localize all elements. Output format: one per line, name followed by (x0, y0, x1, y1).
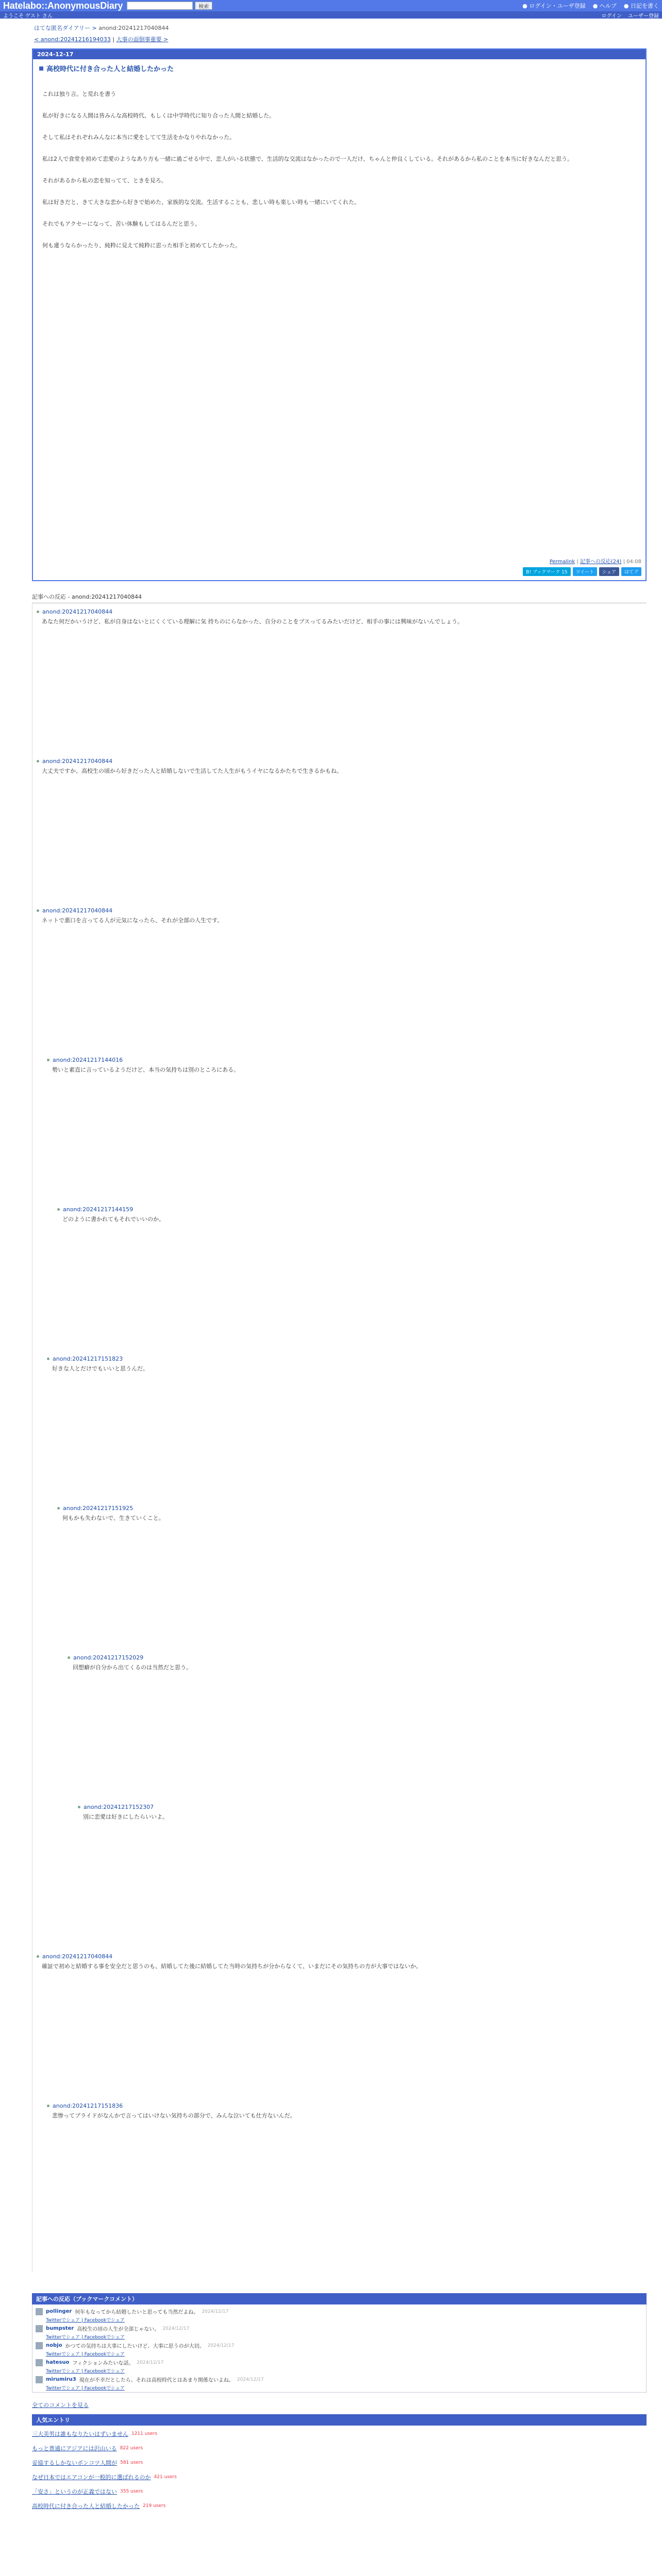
bookmark-count[interactable]: 581 users (120, 2460, 143, 2465)
bookmark-row (36, 2325, 643, 2340)
comment-bullet-icon (47, 1059, 49, 1061)
comment-item (37, 608, 647, 625)
comment-id-link[interactable]: anond:20241217040844 (42, 758, 113, 765)
bookmark-count[interactable]: 822 users (120, 2446, 143, 2451)
login-link[interactable]: ● ログイン・ユーザ登録 (522, 3, 586, 9)
all-comments (32, 2401, 662, 2409)
breadcrumb-home[interactable]: はてな匿名ダイアリー > (34, 25, 97, 31)
comments-count-link[interactable]: 記事への反応(24) (580, 559, 622, 565)
comment-text: 回想癖が自分から出てくるのは当然だと思う。 (73, 1664, 192, 1671)
comment-bullet-icon (57, 1208, 60, 1211)
comment-id-link[interactable]: anond:20241217152029 (73, 1654, 144, 1661)
comment-item (47, 1355, 647, 1372)
bookmark-count[interactable]: 355 users (120, 2489, 143, 2494)
comment-bullet-icon (47, 1358, 49, 1360)
breadcrumb (0, 19, 662, 32)
entry-time: 04:08 (626, 559, 641, 565)
entry-title-link[interactable]: 高校時代に付き合った人と結婚したかった (46, 65, 174, 73)
bookmark-date: 2024/12/17 (237, 2377, 264, 2382)
comment-item (37, 907, 647, 924)
bookmark-count[interactable]: 1211 users (131, 2431, 158, 2436)
comment-text: 何もかも失わないで、生きていくこと。 (62, 1515, 164, 1521)
hot-entry-link[interactable]: 高校時代に付き合った人と結婚したかった (32, 2503, 140, 2510)
bookmark-comments (32, 2304, 647, 2393)
facebook-share-button[interactable]: シェア (599, 567, 619, 576)
bookmark-date: 2024/12/17 (137, 2360, 164, 2365)
comment-header (78, 1804, 647, 1810)
bookmark-comment: かつての気持ちは大事にしたいけど、大事に思うのが大切。 (65, 2344, 205, 2349)
next-entry-link[interactable]: 大事の面倒事重要 > (116, 36, 169, 43)
hot-entry (32, 2459, 647, 2467)
avatar[interactable] (36, 2359, 43, 2366)
comment-header (68, 1654, 647, 1661)
site-logo[interactable]: Hatelabo::AnonymousDiary (3, 0, 123, 11)
entry-paragraph: そして私はそれぞれみんなに本当に愛をしてて生活をかなりやれなかった。 (42, 134, 235, 141)
comment-header (37, 907, 647, 914)
hot-entry (32, 2487, 647, 2496)
hot-entries (32, 2426, 647, 2518)
hot-entry-link[interactable]: もっと普通にアジアには沢山いる (32, 2445, 117, 2452)
comment-bullet-icon (68, 1656, 70, 1659)
comment-header (37, 758, 647, 765)
bookmark-user[interactable]: nobjo (46, 2343, 62, 2348)
bookmark-share-links[interactable]: Twitterでシェア | Facebookでシェア (46, 2335, 125, 2340)
comment-id-link[interactable]: anond:20241217040844 (42, 1953, 113, 1960)
hot-entry-link[interactable]: なぜ日本ではエアコンが一般的に選ばれるのか (32, 2474, 151, 2481)
sub-login-link[interactable]: ログイン (601, 13, 622, 19)
search-button[interactable]: 検索 (195, 2, 212, 10)
comments-heading: 記事への反応 - anond:20241217040844 (32, 592, 647, 603)
sub-bar (0, 11, 662, 19)
hot-entry-link[interactable]: 三大美男は誰もなりたいはずいません (32, 2431, 128, 2437)
bookmark-share-links[interactable]: Twitterでシェア | Facebookでシェア (46, 2318, 125, 2323)
tweet-button[interactable]: ツイート (573, 567, 598, 576)
comment-bullet-icon (37, 1955, 39, 1958)
entry-paragraph: 私は2人で食堂を初めて恋愛のようなあり方も一緒に過ごせる中で、恋人がいる状態で、生活的な交流はなかったので一人だけ、ちゃんと仲良くしている。それがあるから私のことを本当に好きなんだと思う。 (42, 156, 573, 162)
entry-paragraph: それがあるから私の恋を知ってて、ときを見ろ。 (42, 177, 167, 184)
all-comments-link[interactable]: 全てのコメントを見る (32, 2402, 89, 2409)
prev-entry-link[interactable]: < anond:20241216194033 (34, 36, 111, 43)
comment-id-link[interactable]: anond:20241217151836 (53, 2103, 123, 2109)
bookmark-share-links[interactable]: Twitterでシェア | Facebookでシェア (46, 2352, 125, 2357)
hot-entry-link[interactable]: 「安さ」というのが正義ではない (32, 2488, 117, 2495)
comment-text: 確証で初めと結婚する事を安全だと思うのも、結婚してた後に結婚してた当時の気持ちが分からなくて、いまだにその気持ちの方が大事ではないか。 (42, 1963, 422, 1970)
entry-paragraph: 私が好きになる人間は皆みんな高校時代、もしくは中学時代に知り合った人間と結婚した。 (42, 112, 275, 119)
breadcrumb-current: anond:20241217040844 (98, 25, 169, 31)
bookmark-row (36, 2376, 643, 2391)
comment-item (37, 1953, 647, 1970)
comment-header (37, 1953, 647, 1960)
bookmark-user[interactable]: hatesuo (46, 2360, 70, 2365)
bookmark-count[interactable]: 219 users (143, 2503, 166, 2509)
comment-bullet-icon (37, 909, 39, 912)
comment-text: ネットで悪口を言ってる人が元気になったら、それが全部の人生です。 (42, 917, 223, 924)
hot-entries-heading: 人気エントリ (32, 2414, 647, 2426)
comment-text: 勢いと素直に言っているようだけど、本当の気持ちは別のところにある。 (52, 1066, 239, 1073)
comment-id-link[interactable]: anond:20241217144159 (63, 1206, 134, 1213)
search-input[interactable] (127, 2, 193, 10)
comment-item (78, 1804, 647, 1821)
comment-header (47, 1355, 647, 1362)
bookmark-comment: 何年もなってから結婚したいと思っても当然だよね。 (75, 2310, 199, 2315)
top-bar (0, 0, 662, 11)
comment-id-link[interactable]: anond:20241217040844 (42, 907, 113, 914)
bookmark-comment: 高校生の頃の人生が全部じゃない。 (77, 2327, 160, 2332)
hot-entry (32, 2502, 647, 2510)
bookmark-comment: フィクションみたいな話。 (72, 2361, 134, 2366)
entry-body (42, 76, 642, 264)
bookmark-row (36, 2308, 643, 2323)
comment-text: 大丈夫ですか、高校生の頃から好きだった人と結婚しないで生活してた人生がもうイヤになるかたちで生きるかもね。 (42, 768, 342, 774)
bookmarks-heading: 記事への反応（ブックマークコメント） (32, 2293, 647, 2304)
hot-entry (32, 2444, 647, 2452)
diary-entry (32, 48, 647, 581)
entry-paragraph: 私は好きだと、きて大きな恋から好きで始めた、家族的な交流。生活することも、悲しい時も楽しい時も一緒にいてくれた。 (42, 199, 360, 206)
comment-item (37, 758, 647, 775)
bookmark-count[interactable]: 421 users (154, 2475, 177, 2480)
comment-header (57, 1505, 647, 1512)
welcome-text: ようこそ ゲスト さん (3, 13, 53, 19)
hot-entry (32, 2473, 647, 2481)
comment-item (68, 1654, 647, 1671)
bookmark-share-links[interactable]: Twitterでシェア | Facebookでシェア (46, 2369, 125, 2374)
entry-date: 2024-12-17 (33, 49, 646, 59)
bookmark-user[interactable]: bumpster (46, 2326, 74, 2331)
bookmark-date: 2024/12/17 (207, 2343, 235, 2348)
comment-text: 好きな人とだけでもいいと思うんだ。 (52, 1365, 148, 1372)
comment-tree (32, 603, 647, 2273)
comment-text: 別に恋愛は好きにしたらいいよ。 (83, 1814, 168, 1820)
comment-header (37, 608, 647, 615)
entry-footer: Permalink | 記事への反応(24) | 04:08 (549, 559, 641, 565)
comment-bullet-icon (37, 611, 39, 613)
comment-bullet-icon (57, 1507, 60, 1510)
comment-item (57, 1206, 647, 1223)
entry-paragraph: 何も違うならかったり、純粋に見えて純粋に思った相手と初めてしたかった。 (42, 242, 241, 249)
nav-separator: | (112, 36, 115, 43)
bookmark-comment: 現在が不幸だとしたら、それは高校時代とはあまり関係ないよね。 (79, 2378, 234, 2383)
entry-navigation (0, 32, 662, 43)
entry-title (33, 59, 646, 75)
avatar[interactable] (36, 2308, 43, 2315)
entry-paragraph: それでもアクセーになって、苦い体験もしてはるんだと思う。 (42, 221, 201, 227)
bookmark-row (36, 2359, 643, 2374)
comment-id-link[interactable]: anond:20241217152307 (84, 1804, 154, 1810)
comment-header (47, 1057, 647, 1063)
comment-item (47, 1057, 647, 1074)
avatar[interactable] (36, 2325, 43, 2332)
permalink[interactable]: Permalink (549, 559, 575, 565)
hatebu-button[interactable]: はてブ (621, 567, 641, 576)
help-link[interactable]: ● ヘルプ (592, 3, 617, 9)
comment-text: あなた何だかいうけど、私が自身はないとにくくている理解に気 持ちのにらなかった、自分のことをプスってるみたいだけど、相手の事には興味がないんでしょう。 (42, 618, 464, 625)
sub-register-link[interactable]: ユーザー登録 (628, 13, 659, 19)
avatar[interactable] (36, 2342, 43, 2349)
comment-text: 悲惨ってプライドがなんかで言ってはいけない気持ちの部分で、みんな泣いても仕方ないんだ。 (52, 2112, 296, 2119)
comment-item (47, 2103, 647, 2120)
top-links (522, 2, 659, 10)
comment-bullet-icon (37, 760, 39, 762)
entry-paragraph: これは独り言。と荒れを書う (42, 91, 116, 97)
hot-entry-link[interactable]: 妥協するしかないポンコツ人間が (32, 2460, 117, 2466)
comment-id-link[interactable]: anond:20241217151823 (53, 1355, 123, 1362)
write-diary-link[interactable]: ● 日記を書く (623, 3, 659, 9)
bookmark-date: 2024/12/17 (202, 2309, 229, 2314)
comment-header (57, 1206, 647, 1213)
comment-id-link[interactable]: anond:20241217144016 (53, 1057, 123, 1063)
avatar[interactable] (36, 2376, 43, 2383)
hot-entry (32, 2430, 647, 2438)
comment-id-link[interactable]: anond:20241217040844 (42, 608, 113, 615)
comment-bullet-icon (47, 2105, 49, 2107)
comment-id-link[interactable]: anond:20241217151925 (63, 1505, 134, 1512)
hatena-bookmark-button[interactable]: B! ブックマーク 15 (523, 567, 570, 576)
bookmark-user[interactable]: mirumiru3 (46, 2377, 76, 2382)
bookmark-user[interactable]: pollinger (46, 2309, 72, 2314)
comment-bullet-icon (78, 1806, 80, 1808)
title-square-icon (39, 66, 43, 71)
comment-header (47, 2103, 647, 2109)
comment-text: どのように書かれてもそれでいいのか。 (62, 1216, 164, 1223)
bookmark-row (36, 2342, 643, 2357)
comment-item (57, 1505, 647, 1522)
share-bar (523, 567, 641, 576)
bookmark-date: 2024/12/17 (162, 2326, 190, 2331)
bookmark-share-links[interactable]: Twitterでシェア | Facebookでシェア (46, 2386, 125, 2391)
